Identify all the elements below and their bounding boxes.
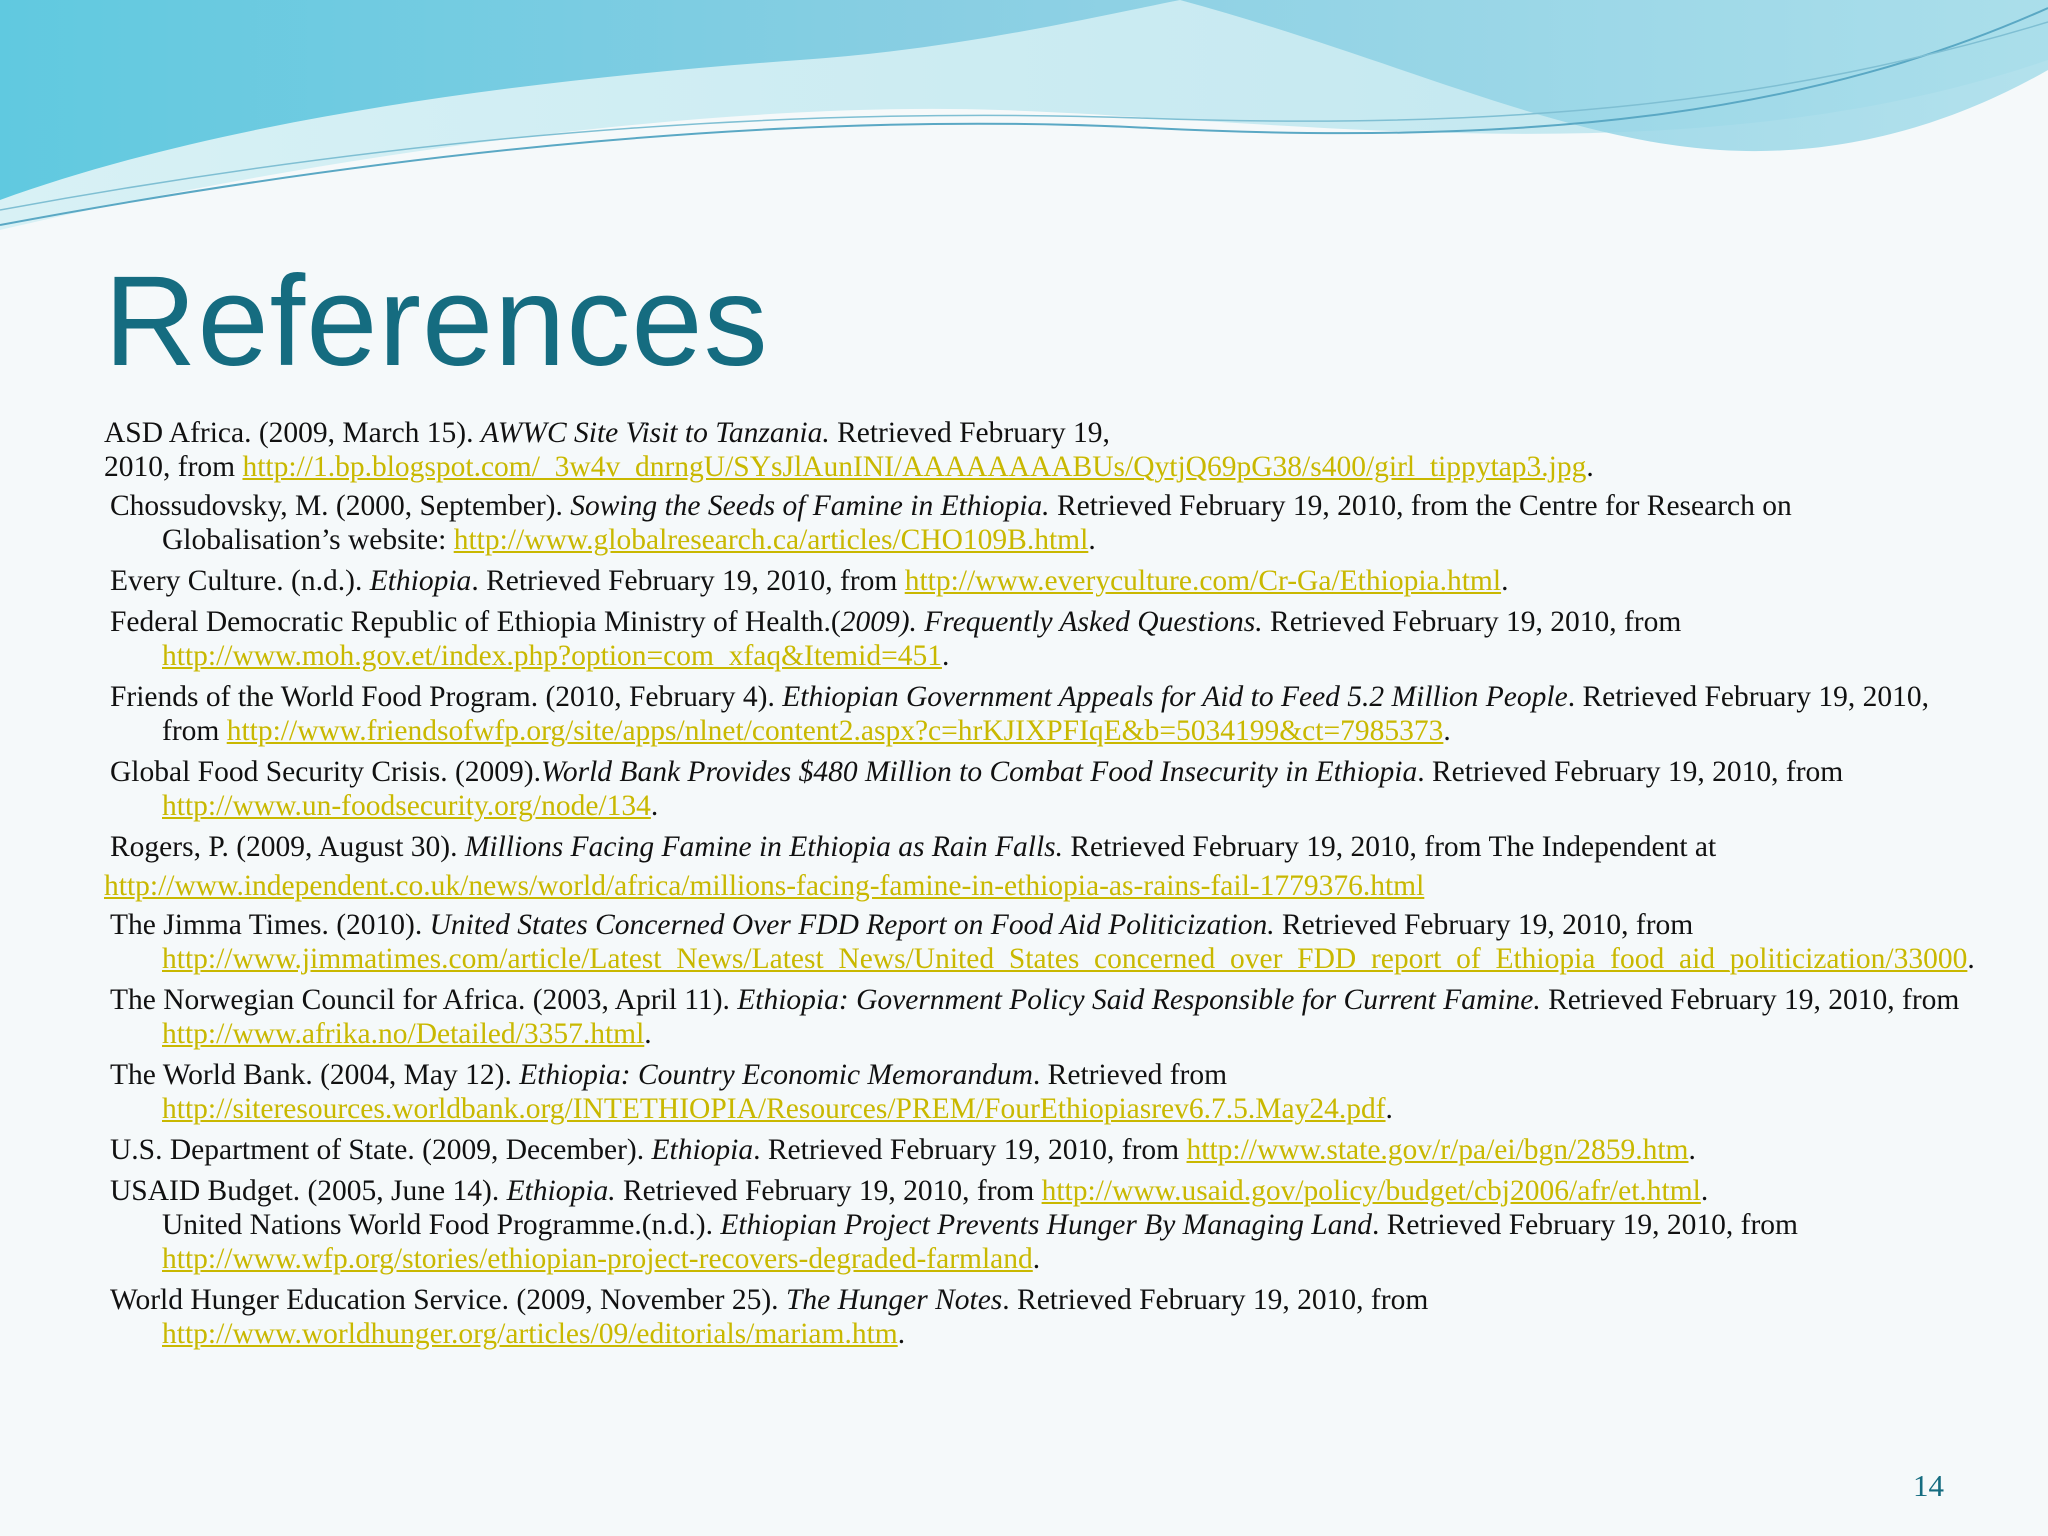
reference-title: Ethiopian Government Appeals for Aid to Feed 5.2 Million People	[782, 681, 1568, 713]
reference-title: The Hunger Notes	[785, 1284, 1003, 1316]
references-list	[104, 416, 1975, 1358]
reference-title: Ethiopia	[369, 565, 472, 597]
reference-link[interactable]: http://www.wfp.org/stories/ethiopian-project-recovers-degraded-farmland	[162, 1243, 1033, 1275]
reference-title: Ethiopia	[651, 1134, 754, 1166]
reference-text: Chossudovsky, M. (2000, September).	[110, 490, 571, 522]
reference-item	[104, 908, 1975, 976]
reference-link[interactable]: http://www.friendsofwfp.org/site/apps/nlnet/content2.aspx?c=hrKJIXPFIqE&b=5034199&ct=7985373	[226, 715, 1444, 747]
reference-title: AWWC Site Visit to Tanzania.	[480, 417, 830, 449]
reference-link[interactable]: http://www.state.gov/r/pa/ei/bgn/2859.htm	[1186, 1134, 1689, 1166]
reference-title: Ethiopia: Country Economic Memorandum	[519, 1059, 1033, 1091]
reference-text: Friends of the World Food Program. (2010, February 4).	[110, 681, 783, 713]
reference-text: Retrieved February 19, 2010, from	[1274, 909, 1694, 941]
reference-text: The World Bank. (2004, May 12).	[110, 1059, 520, 1091]
reference-link[interactable]: http://www.globalresearch.ca/articles/CHO109B.html	[453, 524, 1089, 556]
reference-text: U.S. Department of State. (2009, December).	[110, 1134, 652, 1166]
reference-text: Federal Democratic Republic of Ethiopia Ministry of Health.(	[110, 606, 841, 638]
reference-text: Every Culture. (n.d.).	[110, 565, 370, 597]
reference-text: .	[1088, 524, 1096, 556]
reference-text: USAID Budget. (2005, June 14).	[110, 1175, 507, 1207]
reference-text: . Retrieved February 19, 2010, from	[1002, 1284, 1429, 1316]
reference-text: Rogers, P. (2009, August 30).	[110, 831, 465, 863]
reference-item	[104, 1283, 1964, 1351]
reference-item-continued	[104, 869, 1964, 903]
reference-text: .	[897, 1318, 906, 1350]
reference-link[interactable]: http://www.moh.gov.et/index.php?option=com_xfaq&Itemid=451	[162, 640, 942, 672]
reference-text: .	[1700, 1175, 1709, 1207]
reference-text: .	[1385, 1093, 1393, 1125]
reference-link[interactable]: http://www.everyculture.com/Cr-Ga/Ethiopia.html	[904, 565, 1502, 597]
reference-item	[104, 680, 1964, 748]
header-wave-decoration	[0, 0, 2048, 240]
reference-text: Retrieved February 19, 2010, from	[1540, 984, 1960, 1016]
reference-item	[104, 983, 1964, 1051]
page-number: 14	[1913, 1468, 1944, 1503]
reference-text: . Retrieved February 19, 2010, from	[1417, 756, 1844, 788]
reference-text: . Retrieved February 19, 2010, from	[753, 1134, 1187, 1166]
reference-item	[104, 830, 1964, 864]
reference-text: Global Food Security Crisis. (2009).	[110, 756, 542, 788]
reference-text: .	[1967, 943, 1975, 975]
reference-text: Retrieved February 19, 2010, from	[615, 1175, 1042, 1207]
reference-text: .	[1032, 1243, 1041, 1275]
reference-text: .	[1501, 565, 1509, 597]
reference-title: Ethiopia: Government Policy Said Responsible for Current Famine.	[737, 984, 1541, 1016]
reference-text: World Hunger Education Service. (2009, November 25).	[110, 1284, 786, 1316]
reference-text: . Retrieved February 19, 2010, from	[1371, 1209, 1798, 1241]
reference-text: .	[941, 640, 950, 672]
reference-text: Retrieved February 19, 2010, from the Centre for Research on Globalisation’s website:	[162, 490, 1792, 556]
reference-title: Sowing the Seeds of Famine in Ethiopia.	[570, 490, 1050, 522]
reference-text: Retrieved February 19, 2010, from The Independent at	[1063, 831, 1717, 863]
reference-text: .	[1586, 451, 1594, 483]
reference-text: .	[650, 790, 659, 822]
reference-text: .	[1443, 715, 1451, 747]
reference-title: Millions Facing Famine in Ethiopia as Rain Falls.	[464, 831, 1063, 863]
reference-link[interactable]: http://www.afrika.no/Detailed/3357.html	[162, 1018, 645, 1050]
reference-link[interactable]: http://www.worldhunger.org/articles/09/editorials/mariam.htm	[162, 1318, 898, 1350]
reference-link[interactable]: http://1.bp.blogspot.com/_3w4v_dnrngU/SYsJlAunINI/AAAAAAAABUs/QytjQ69pG38/s400/girl_tippytap3.jpg	[242, 451, 1587, 483]
reference-link[interactable]: http://www.un-foodsecurity.org/node/134	[162, 790, 651, 822]
reference-text: The Jimma Times. (2010).	[110, 909, 430, 941]
reference-text: .	[644, 1018, 652, 1050]
reference-link[interactable]: http://siteresources.worldbank.org/INTETHIOPIA/Resources/PREM/FourEthiopiasrev6.7.5.May24.pdf	[162, 1093, 1386, 1125]
reference-item	[104, 755, 1964, 823]
reference-text: . Retrieved from	[1032, 1059, 1228, 1091]
reference-text: Retrieved February 19,	[829, 417, 1110, 449]
reference-title: World Bank Provides $480 Million to Combat Food Insecurity in Ethiopia	[541, 756, 1418, 788]
reference-title: United States Concerned Over FDD Report on Food Aid Politicization.	[429, 909, 1275, 941]
reference-title: Ethiopian Project Prevents Hunger By Managing Land	[720, 1209, 1372, 1241]
reference-item	[104, 605, 1964, 673]
reference-text: The Norwegian Council for Africa. (2003, April 11).	[110, 984, 738, 1016]
reference-item	[104, 489, 1964, 557]
reference-text: Retrieved February 19, 2010, from	[1262, 606, 1682, 638]
reference-text: . Retrieved February 19, 2010, from	[162, 681, 1929, 747]
reference-text: ASD Africa. (2009, March 15).	[104, 417, 481, 449]
reference-item	[104, 564, 1964, 598]
reference-text: .	[1688, 1134, 1696, 1166]
reference-item	[104, 1058, 1964, 1126]
reference-text: United Nations World Food Programme.(n.d.).	[162, 1209, 721, 1241]
page-title: References	[104, 250, 769, 393]
reference-text: 2010, from	[104, 451, 243, 483]
reference-link[interactable]: http://www.jimmatimes.com/article/Latest_News/Latest_News/United_States_concerned_over_FDD_report_of_Ethiopia_food_aid_politicization/33000	[162, 943, 1968, 975]
reference-item	[104, 1174, 1964, 1276]
reference-item	[104, 416, 1964, 484]
reference-item	[104, 1133, 1964, 1167]
reference-link[interactable]: http://www.usaid.gov/policy/budget/cbj2006/afr/et.html	[1041, 1175, 1701, 1207]
reference-title: Ethiopia.	[506, 1175, 616, 1207]
reference-title: 2009). Frequently Asked Questions.	[840, 606, 1263, 638]
reference-link[interactable]: http://www.independent.co.uk/news/world/africa/millions-facing-famine-in-ethiopia-as-rains-fail-1779376.html	[104, 870, 1425, 902]
reference-text: . Retrieved February 19, 2010, from	[471, 565, 905, 597]
